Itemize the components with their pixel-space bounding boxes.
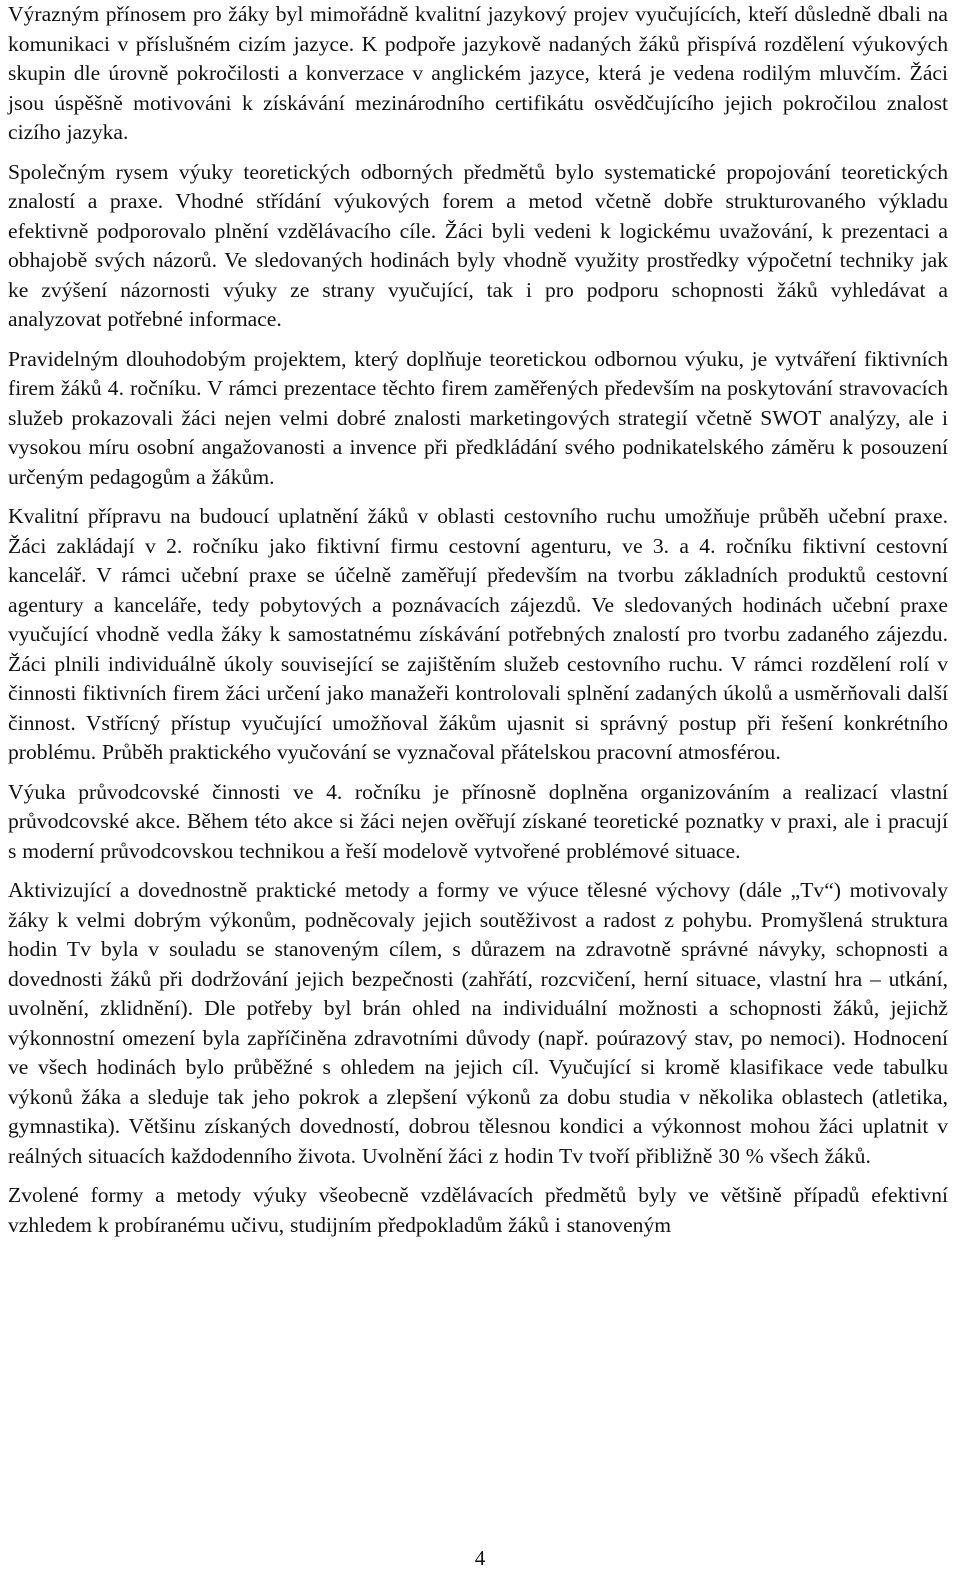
- paragraph-theory-practice: Společným rysem výuky teoretických odborných předmětů bylo systematické propojování teoretických znalostí a praxe. Vhodné střídání výukových forem a metod včetně dobře strukturovaného výkladu efektivně podporovalo plnění vzdělávacího cíle. Žáci byli vedeni k logickému uvažování, k prezentaci a obhajobě svých názorů. Ve sledovaných hodinách byly vhodně využity prostředky výpočetní techniky jak ke zvýšení názornosti výuky ze strany vyučující, tak i pro podporu schopnosti žáků vyhledávat a analyzovat potřebné informace.: [8, 159, 948, 331]
- paragraph-general-subjects: Zvolené formy a metody výuky všeobecně vzdělávacích předmětů byly ve většině případů efektivní vzhledem k probíranému učivu, studijním předpokladům žáků i stanoveným: [8, 1183, 948, 1237]
- paragraph-language-teaching: Výrazným přínosem pro žáky byl mimořádně kvalitní jazykový projev vyučujících, kteří důsledně dbali na komunikaci v příslušném cizím jazyce. K podpoře jazykově nadaných žáků přispívá rozdělení výukových skupin dle úrovně pokročilosti a konverzace v anglickém jazyce, která je vedena rodilým mluvčím. Žáci jsou úspěšně motivováni k získávání mezinárodního certifikátu osvědčujícího jejich pokročilou znalost cizího jazyka.: [8, 2, 948, 144]
- page-number: 4: [474, 1546, 486, 1570]
- page-body: [8, 0, 948, 1250]
- paragraph-guide-activity: Výuka průvodcovské činnosti ve 4. ročníku je přínosně doplněna organizováním a realizací vlastní průvodcovské akce. Během této akce si žáci nejen ověřují získané teoretické poznatky v praxi, ale i pracují s moderní průvodcovskou technikou a řeší modelově vytvořené problémové situace.: [8, 779, 948, 863]
- paragraph-travel-practice: Kvalitní přípravu na budoucí uplatnění žáků v oblasti cestovního ruchu umožňuje průběh učební praxe. Žáci zakládají v 2. ročníku jako fiktivní firmu cestovní agenturu, ve 3. a 4. ročníku fiktivní cestovní kancelář. V rámci učební praxe se účelně zaměřují především na tvorbu základních produktů cestovní agentury a kanceláře, tedy pobytových a poznávacích zájezdů. Ve sledovaných hodinách učební praxe vyučující vhodně vedla žáky k samostatnému získávání potřebných znalostí pro tvorbu zadaného zájezdu. Žáci plnili individuálně úkoly související se zajištěním služeb cestovního ruchu. V rámci rozdělení rolí v činnosti fiktivních firem žáci určení jako manažeři kontrolovali splnění zadaných úkolů a usměrňovali další činnost. Vstřícný přístup vyučující umožňoval žákům ujasnit si správný postup při řešení konkrétního problému. Průběh praktického vyučování se vyznačoval přátelskou pracovní atmosférou.: [8, 504, 948, 764]
- paragraph-physical-education: Aktivizující a dovednostně praktické metody a formy ve výuce tělesné výchovy (dále „Tv“) motivovaly žáky k velmi dobrým výkonům, podněcovaly jejich soutěživost a radost z pohybu. Promyšlená struktura hodin Tv byla v souladu se stanoveným cílem, s důrazem na zdravotně správné návyky, schopnosti a dovednosti žáků při dodržování jejich bezpečnosti (zahřátí, rozcvičení, herní situace, vlastní hra – utkání, uvolnění, zklidnění). Dle potřeby byl brán ohled na individuální možnosti a schopnosti žáků, jejichž výkonnostní omezení byla zapříčiněna zdravotními důvody (např. poúrazový stav, po nemoci). Hodnocení ve všech hodinách bylo průběžné s ohledem na jejich cíl. Vyučující si kromě klasifikace vede tabulku výkonů žáka a sleduje tak jeho pokrok a zlepšení výkonů za dobu studia v několika oblastech (atletika, gymnastika). Většinu získaných dovedností, dobrou tělesnou kondici a výkonnost mohou žáci uplatnit v reálných situacích každodenního života. Uvolnění žáci z hodin Tv tvoří přibližně 30 % všech žáků.: [8, 878, 948, 1168]
- paragraph-fictitious-firms: Pravidelným dlouhodobým projektem, který doplňuje teoretickou odbornou výuku, je vytváření fiktivních firem žáků 4. ročníku. V rámci prezentace těchto firem zaměřených především na poskytování stravovacích služeb prokazovali žáci nejen velmi dobré znalosti marketingových strategií včetně SWOT analýzy, ale i vysokou míru osobní angažovanosti a invence při předkládání svého podnikatelského záměru k posouzení určeným pedagogům a žákům.: [8, 346, 948, 489]
